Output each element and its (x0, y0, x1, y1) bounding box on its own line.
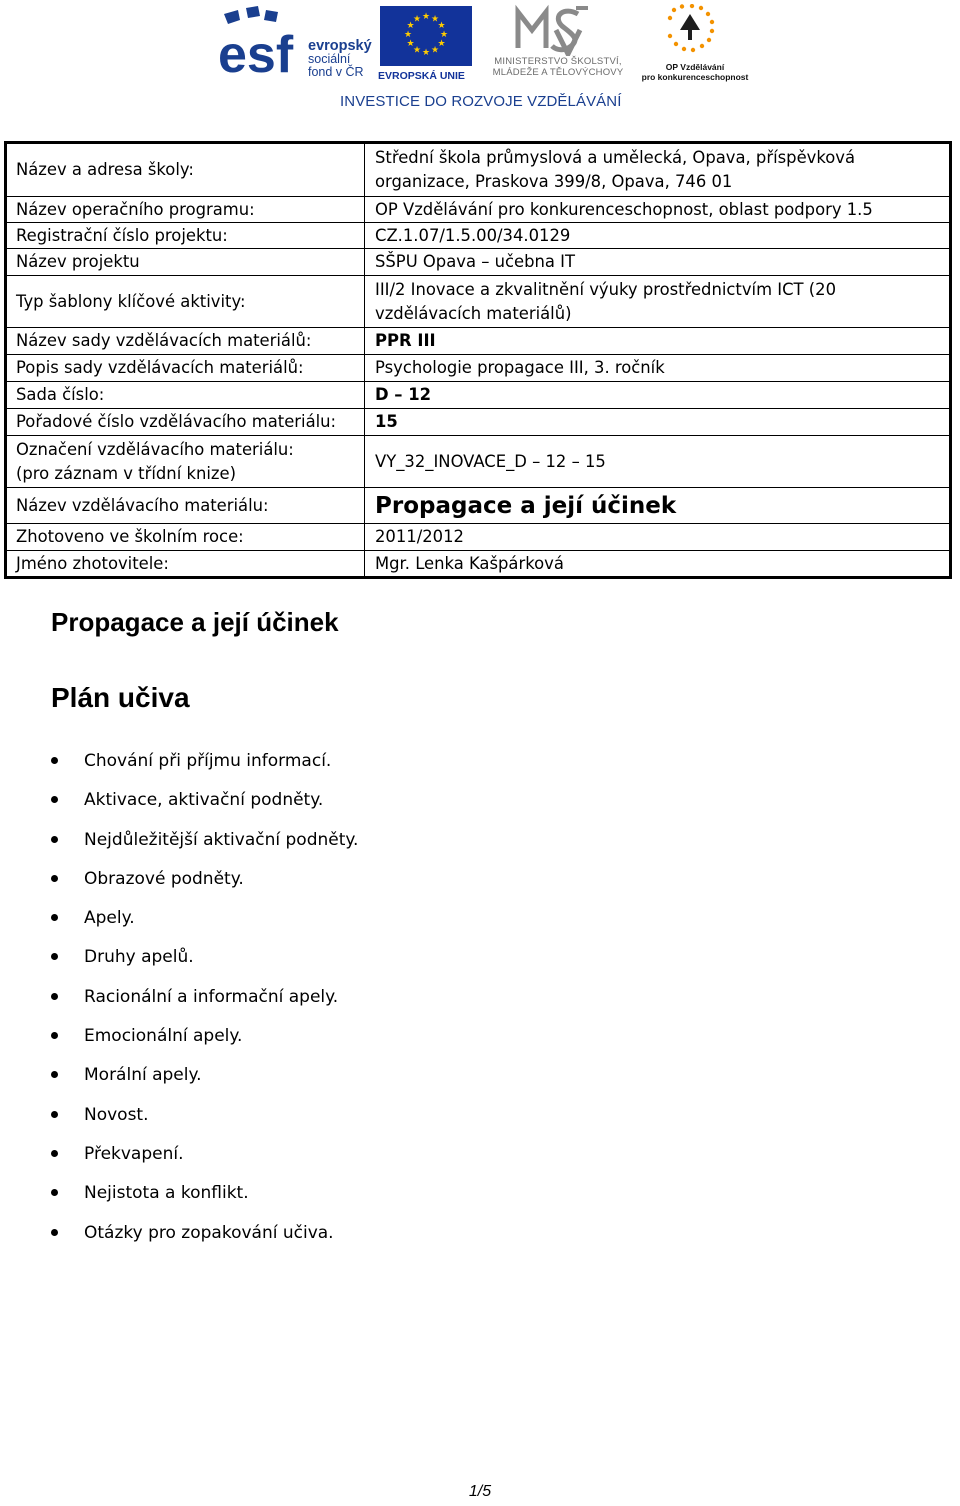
list-item (0, 980, 358, 1019)
list-item-text: Obrazové podněty. (84, 868, 244, 889)
bullet-icon (51, 1229, 58, 1236)
list-item-text: Morální apely. (84, 1065, 202, 1086)
row-label: Jméno zhotovitele: (6, 551, 365, 578)
msmt-line1: MINISTERSTVO ŠKOLSTVÍ, (494, 56, 622, 67)
list-item-text: Novost. (84, 1104, 149, 1125)
page-number: 1/5 (468, 1483, 492, 1500)
row-label: Název operačního programu: (6, 197, 365, 223)
esf-mark-icon (218, 6, 302, 80)
esf-line2: sociální (308, 52, 351, 66)
slogan: INVESTICE DO ROZVOJE VZDĚLÁVÁNÍ (340, 93, 622, 110)
msmt-mark-icon (514, 4, 594, 56)
list-item-text: Aktivace, aktivační podněty. (84, 790, 324, 811)
row-label (6, 436, 365, 488)
document-title: Propagace a její účinek (51, 607, 339, 637)
row-value: CZ.1.07/1.5.00/34.0129 (365, 223, 951, 249)
project-info-table (4, 141, 952, 579)
svg-text:★: ★ (437, 21, 446, 31)
eu-caption: EVROPSKÁ UNIE (378, 70, 465, 82)
list-item-text: Apely. (84, 908, 135, 929)
bullet-icon (51, 1071, 58, 1078)
row-value: Psychologie propagace III, 3. ročník (365, 355, 951, 382)
esf-line3: fond v ČR (308, 65, 364, 79)
list-item (0, 862, 358, 901)
curriculum-list (0, 744, 358, 1255)
table-row (6, 436, 951, 488)
list-item-text: Druhy apelů. (84, 947, 194, 968)
table-row (6, 382, 951, 409)
row-value: PPR III (365, 328, 951, 355)
row-value: 2011/2012 (365, 524, 951, 551)
svg-text:★: ★ (412, 14, 422, 25)
row-label: Registrační číslo projektu: (6, 223, 365, 249)
list-item (0, 1058, 358, 1097)
row-label: Popis sady vzdělávacích materiálů: (6, 355, 365, 382)
bullet-icon (51, 1189, 58, 1196)
esf-text (308, 40, 372, 79)
list-item (0, 1098, 358, 1137)
table-row (6, 197, 951, 223)
op-line2: pro konkurenceschopnost (641, 72, 749, 82)
svg-text:★: ★ (430, 14, 440, 25)
bullet-icon (51, 914, 58, 921)
bullet-icon (51, 836, 58, 843)
table-row (6, 143, 951, 197)
list-item-text: Nejistota a konflikt. (84, 1183, 249, 1204)
op-mark-icon (662, 4, 722, 60)
list-item-text: Emocionální apely. (84, 1026, 243, 1047)
row-label: Název a adresa školy: (6, 143, 365, 197)
svg-text:★: ★ (430, 45, 440, 56)
list-item (0, 901, 358, 940)
list-item (0, 744, 358, 783)
list-item (0, 783, 358, 822)
table-row (6, 551, 951, 578)
msmt-caption (478, 56, 638, 78)
bullet-icon (51, 757, 58, 764)
eu-logo (378, 6, 474, 80)
bullet-icon (51, 1032, 58, 1039)
row-value: SŠPU Opava – učebna IT (365, 249, 951, 276)
table-row (6, 276, 951, 328)
row-value: III/2 Inovace a zkvalitnění výuky prostřednictvím ICT (20 vzdělávacích materiálů) (365, 276, 951, 328)
list-item-text: Otázky pro zopakování učiva. (84, 1222, 334, 1243)
row-value: Propagace a její účinek (365, 488, 951, 524)
list-item (0, 940, 358, 979)
svg-text:★: ★ (437, 39, 446, 49)
msmt-line2: MLÁDEŽE A TĚLOVÝCHOVY (492, 67, 624, 78)
op-caption (640, 62, 750, 82)
list-item (0, 1176, 358, 1215)
svg-text:★: ★ (406, 21, 415, 31)
list-item (0, 1216, 358, 1255)
row-label: Název projektu (6, 249, 365, 276)
bullet-icon (51, 875, 58, 882)
msmt-logo (478, 4, 638, 84)
bullet-icon (51, 1111, 58, 1118)
svg-text:★: ★ (439, 30, 449, 40)
section-heading: Plán učiva (51, 682, 190, 713)
table-row (6, 524, 951, 551)
list-item-text: Racionální a informační apely. (84, 986, 339, 1007)
table-row (6, 355, 951, 382)
row-value: Střední škola průmyslová a umělecká, Opava, příspěvková organizace, Praskova 399/8, Opava, 746 01 (365, 143, 951, 197)
table-row (6, 223, 951, 249)
bullet-icon (51, 993, 58, 1000)
list-item (0, 823, 358, 862)
row-label: Typ šablony klíčové aktivity: (6, 276, 365, 328)
row-value: OP Vzdělávání pro konkurenceschopnost, oblast podpory 1.5 (365, 197, 951, 223)
op-line1: OP Vzdělávání (665, 62, 725, 72)
esf-logo (218, 6, 378, 80)
logo-banner (0, 0, 960, 120)
bullet-icon (51, 1150, 58, 1157)
table-row (6, 409, 951, 436)
svg-text:★: ★ (403, 30, 413, 40)
row-value: VY_32_INOVACE_D – 12 – 15 (365, 436, 951, 488)
svg-text:★: ★ (421, 48, 431, 58)
row-label: Zhotoveno ve školním roce: (6, 524, 365, 551)
row-label-line1: Označení vzdělávacího materiálu: (16, 439, 294, 459)
row-label: Pořadové číslo vzdělávacího materiálu: (6, 409, 365, 436)
row-value: Mgr. Lenka Kašpárková (365, 551, 951, 578)
bullet-icon (51, 953, 58, 960)
table-row (6, 249, 951, 276)
list-item-text: Chování při příjmu informací. (84, 751, 332, 771)
svg-text:★: ★ (406, 39, 415, 49)
row-value: 15 (365, 409, 951, 436)
list-item (0, 1019, 358, 1058)
table-row (6, 488, 951, 524)
row-value: D – 12 (365, 382, 951, 409)
svg-text:★: ★ (412, 45, 422, 56)
row-label-line2: (pro záznam v třídní knize) (16, 463, 236, 483)
svg-text:★: ★ (421, 12, 431, 22)
row-label: Název sady vzdělávacích materiálů: (6, 328, 365, 355)
table-row (6, 328, 951, 355)
list-item (0, 1137, 358, 1176)
list-item-text: Překvapení. (84, 1143, 184, 1164)
eu-flag-icon (380, 6, 472, 66)
list-item-text: Nejdůležitější aktivační podněty. (84, 829, 359, 850)
row-label: Sada číslo: (6, 382, 365, 409)
esf-mark-text: esf (218, 26, 294, 80)
op-logo (640, 4, 750, 84)
bullet-icon (51, 796, 58, 803)
row-label: Název vzdělávacího materiálu: (6, 488, 365, 524)
esf-line1: evropský (308, 38, 372, 54)
